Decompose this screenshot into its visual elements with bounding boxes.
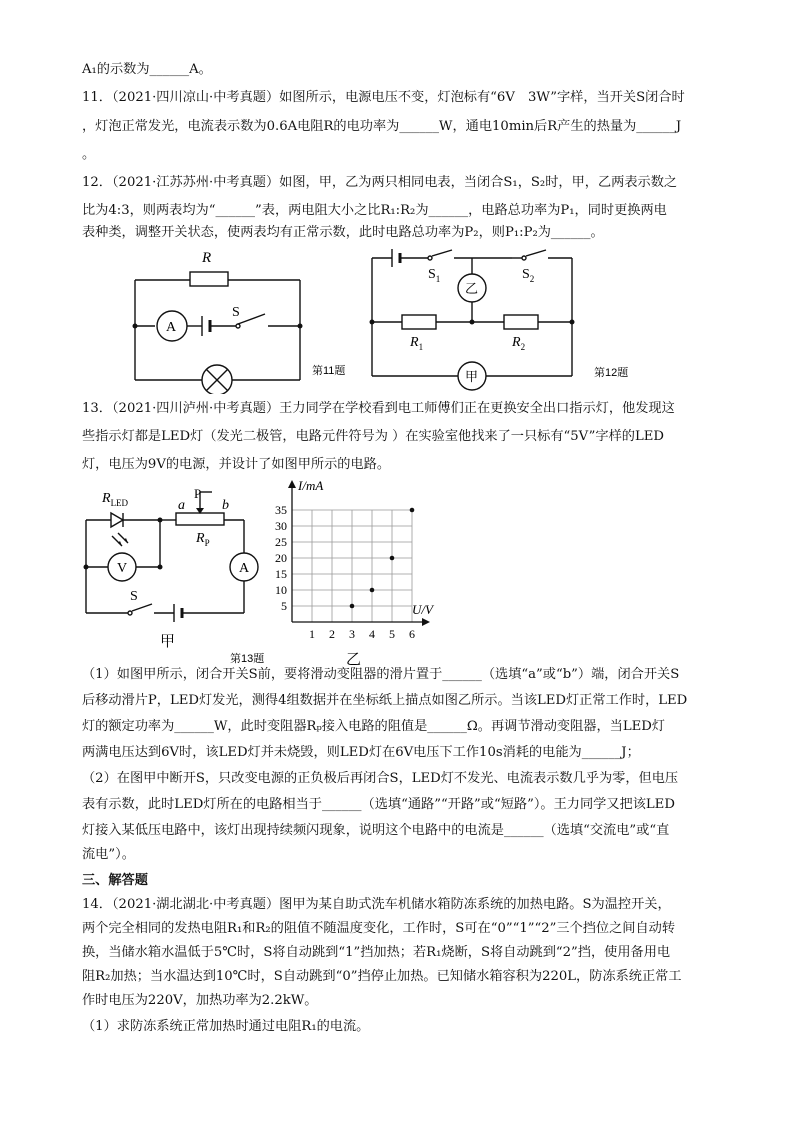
figure-13-iu-chart [262,478,442,668]
y-tick-label: 15 [275,567,287,581]
fig11-ammeter-label: A [166,320,177,335]
y-tick-label: 10 [275,583,287,597]
q13-part2-line-1: （2）在图甲中断开S，只改变电源的正负极后再闭合S，LED灯不发光、电流表示数几乎为零，但电压 [82,771,679,786]
section-heading-answers: 三、解答题 [82,873,148,888]
fig12-r1-label: $R_1$ [410,335,424,352]
fig11-label-r: R [202,250,212,266]
x-tick-label: 6 [409,627,415,641]
text-line-1: A₁的示数为______A。 [82,62,212,77]
fig13-ammeter-label: A [239,561,250,576]
fig13-led-label: $R_{LED}$ [102,491,129,508]
x-tick-label: 3 [349,627,355,641]
fig12-meter-jia-label: 甲 [465,369,479,384]
question-11-line-3: 。 [82,147,96,162]
fig13-switch-label: S [130,589,138,604]
figure-13-circuit [76,478,276,668]
question-13-line-2: 些指示灯都是LED灯（发光二极管，电路元件符号为 ）在实验室他找来了一只标有“5V”字样的LED [82,429,664,444]
fig12-r2-label: $R_2$ [512,335,526,352]
q13-part1-line-3: 灯的额定功率为______W，此时变阻器Rₚ接入电路的阻值是______Ω。再调节滑动变阻器，当LED灯 [82,719,665,734]
q13-part2-line-3: 灯接入某低压电路中，该灯出现持续频闪现象，说明这个电路中的电流是______（选填“交流电”或“直 [82,823,670,838]
figure-12-circuit [362,244,662,392]
fig13-rp-label: $R_P$ [196,531,210,548]
question-14-line-4: 阻R₂加热；当水温达到10℃时，S自动跳到“0”挡停止加热。已知储水箱容积为220L，防冻系统正常工 [82,969,682,984]
data-point [410,508,415,513]
fig13-jia-label: 甲 [160,634,176,650]
q13-part1-line-1: （1）如图甲所示，闭合开关S前，要将滑动变阻器的滑片置于______（选填“a”或“b”）端，闭合开关S [82,667,680,682]
fig11-switch-label: S [232,305,240,320]
fig13-caption: 第13题 [230,653,265,665]
fig12-caption: 第12题 [594,367,629,379]
question-14-line-2: 两个完全相同的发热电阻R₁和R₂的阻值不随温度变化，工作时，S可在“0”“1”“2”三个挡位之间自动转 [82,921,676,936]
data-point [350,604,355,609]
chart-x-axis-label: U/V [412,602,433,617]
fig13-voltmeter-label: V [117,561,128,576]
x-tick-label: 1 [309,627,315,641]
question-13-line-3: 灯，电压为9V的电源，并设计了如图甲所示的电路。 [82,457,391,472]
question-14-line-1: 14．（2021·湖北湖北·中考真题）图甲为某自助式洗车机储水箱防冻系统的加热电路。S为温控开关， [82,897,671,912]
fig13-b-label: b [222,498,229,513]
q13-part2-line-2: 表有示数，此时LED灯所在的电路相当于______（选填“通路”“开路”或“短路”）。王力同学又把该LED [82,797,675,812]
data-point [390,556,395,561]
question-12-line-3: 表种类，调整开关状态，使两表均有正常示数，此时电路总功率为P₂，则P₁:P₂为______。 [82,225,604,240]
question-11-line-2: ，灯泡正常发光，电流表示数为0.6A电阻R的电功率为______W，通电10min后R产生的热量为______J [82,119,682,134]
question-14-line-5: 作时电压为220V，加热功率为2.2kW。 [82,993,318,1008]
q13-part2-line-4: 流电”）。 [82,847,135,862]
x-tick-label: 2 [329,627,335,641]
y-tick-label: 20 [275,551,287,565]
y-tick-label: 35 [275,503,287,517]
question-14-line-3: 换，当储水箱水温低于5℃时，S将自动跳到“1”挡加热；若R₁烧断，S将自动跳到“2”挡，使用备用电 [82,945,671,960]
question-12-line-2: 比为4:3，则两表均为“______”表，两电阻大小之比R₁:R₂为______，电路总功率为P₁，同时更换两电 [82,203,667,218]
q13-part1-line-4: 两满电压达到6V时，该LED灯并未烧毁，则LED灯在6V电压下工作10s消耗的电能为______J； [82,745,640,760]
y-tick-label: 30 [275,519,287,533]
question-12-line-1: 12．（2021·江苏苏州·中考真题）如图，甲，乙为两只相同电表，当闭合S₁，S₂时，甲，乙两表示数之 [82,175,678,190]
fig11-caption: 第11题 [312,365,346,377]
question-11-line-1: 11．（2021·四川凉山·中考真题）如图所示，电源电压不变，灯泡标有“6V 3W”字样，当开关S闭合时 [82,90,685,105]
fig12-s1-label: $S_1$ [428,267,441,284]
data-point [370,588,375,593]
chart-caption: 乙 [346,652,362,668]
x-tick-label: 4 [369,627,375,641]
y-tick-label: 5 [281,599,287,613]
fig12-meter-yi-label: 乙 [465,281,479,296]
chart-y-axis-label: I/mA [298,478,324,493]
x-tick-label: 5 [389,627,395,641]
y-tick-label: 25 [275,535,287,549]
fig13-a-label: a [178,498,185,513]
fig12-s2-label: $S_2$ [522,267,535,284]
q13-part1-line-2: 后移动滑片P，LED灯发光，测得4组数据并在坐标纸上描点如图乙所示。当该LED灯正常工作时，LED [82,693,688,708]
fig13-p-label: P [194,486,202,501]
question-14-part1: （1）求防冻系统正常加热时通过电阻R₁的电流。 [82,1019,370,1034]
figure-11-circuit [120,244,370,394]
question-13-line-1: 13．（2021·四川泸州·中考真题）王力同学在学校看到电工师傅们正在更换安全出口指示灯，他发现这 [82,401,675,416]
